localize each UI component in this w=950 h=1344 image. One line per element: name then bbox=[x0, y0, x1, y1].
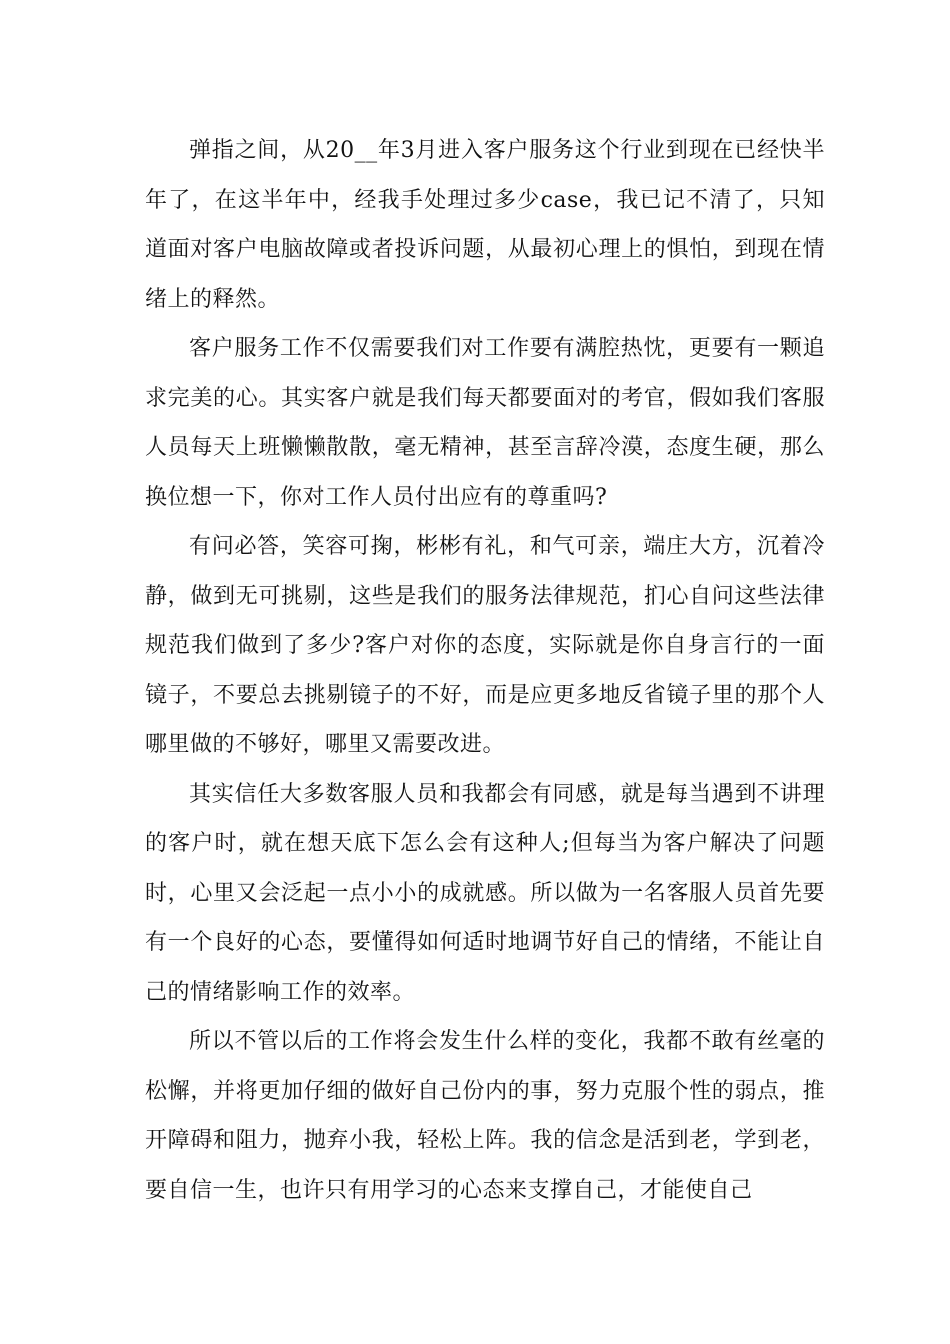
paragraph-1: 弹指之间，从20__年3月进入客户服务这个行业到现在已经快半年了，在这半年中，经我手处理过多少case，我已记不清了，只知道面对客户电脑故障或者投诉问题，从最初心理上的惧怕，到现在情绪上的释然。 bbox=[145, 138, 825, 312]
paragraph-5: 所以不管以后的工作将会发生什么样的变化，我都不敢有丝毫的松懈，并将更加仔细的做好自己份内的事，努力克服个性的弱点，推开障碍和阻力，抛弃小我，轻松上阵。我的信念是活到老，学到老，要自信一生，也许只有用学习的心态来支撑自己，才能使自己 bbox=[145, 1029, 825, 1203]
paragraph-3: 有问必答，笑容可掬，彬彬有礼，和气可亲，端庄大方，沉着冷静，做到无可挑剔，这些是我们的服务法律规范，扪心自问这些法律规范我们做到了多少?客户对你的态度，实际就是你自身言行的一面镜子，不要总去挑剔镜子的不好，而是应更多地反省镜子里的那个人哪里做的不够好，哪里又需要改进。 bbox=[145, 534, 825, 757]
paragraph-4: 其实信任大多数客服人员和我都会有同感，就是每当遇到不讲理的客户时，就在想天底下怎么会有这种人;但每当为客户解决了问题时，心里又会泛起一点小小的成就感。所以做为一名客服人员首先要有一个良好的心态，要懂得如何适时地调节好自己的情绪，不能让自己的情绪影响工作的效率。 bbox=[145, 781, 825, 1005]
paragraph-2: 客户服务工作不仅需要我们对工作要有满腔热忱，更要有一颗追求完美的心。其实客户就是我们每天都要面对的考官，假如我们客服人员每天上班懒懒散散，毫无精神，甚至言辞冷漠，态度生硬，那么换位想一下，你对工作人员付出应有的尊重吗? bbox=[145, 336, 825, 510]
document-body bbox=[145, 126, 825, 1215]
